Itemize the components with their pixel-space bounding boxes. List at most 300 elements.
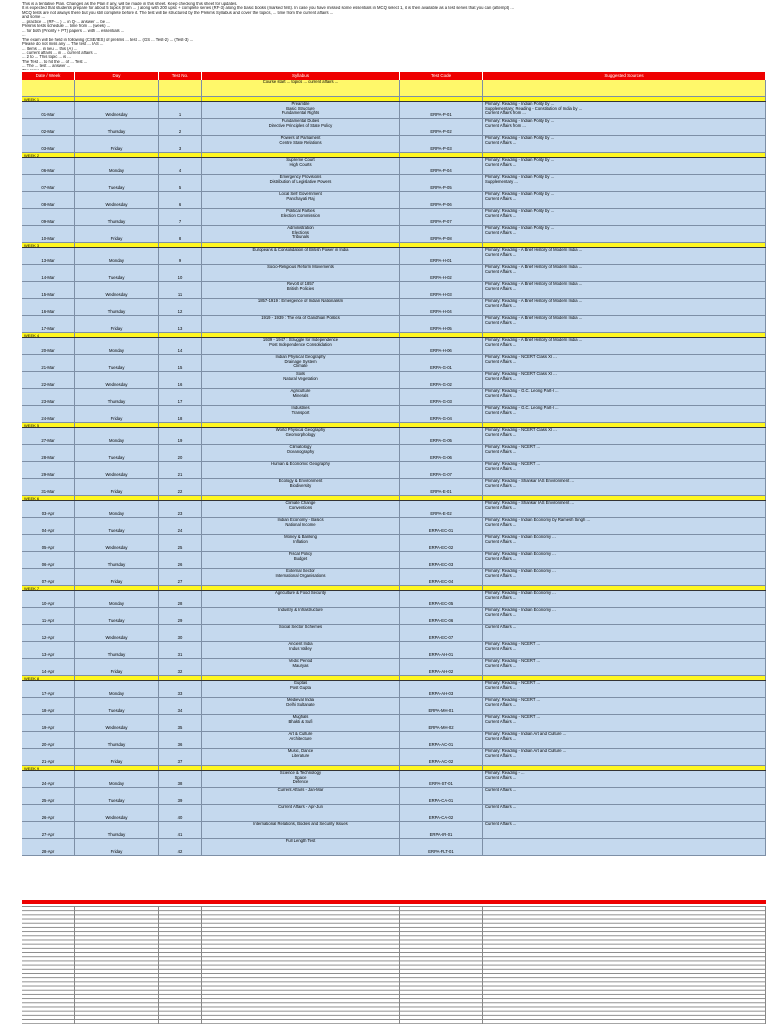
cell-sources: Primary: Reading - NCERT ... Current Affairs ...: [483, 445, 766, 461]
cell-test-code: ERPA-H-04: [400, 299, 483, 315]
cell-syllabus: [202, 586, 400, 590]
cell-syllabus: International Relations, Bodies and Security Issues: [202, 822, 400, 838]
cell-test-code: ERPA-FLT-01: [400, 839, 483, 855]
cell-day: Tuesday: [75, 518, 159, 534]
cell-sources: Primary: Reading - ... Current Affairs ...: [483, 771, 766, 787]
cell-test-no: [159, 97, 202, 101]
cell-day: Wednesday: [75, 372, 159, 388]
cell-test-code: [400, 243, 483, 247]
cell-day: Friday: [75, 749, 159, 765]
cell-date: WEEK 5: [22, 423, 75, 427]
cell-syllabus: Ecology & Environment Biodiversity: [202, 479, 400, 495]
cell-test-no: 15: [159, 355, 202, 371]
cell-test-code: ERPA-P-01: [400, 102, 483, 118]
cell-sources: Primary: Reading - G.C. Leong Part-I ... Current Affairs ...: [483, 406, 766, 422]
table-row: [22, 158, 766, 175]
cell-sources: Current Affairs ...: [483, 788, 766, 804]
cell-test-no: 18: [159, 406, 202, 422]
cell-test-code: ERPA-G-07: [400, 462, 483, 478]
cell-date: 24-Mar: [22, 406, 75, 422]
cell-day: Monday: [75, 681, 159, 697]
cell-sources: Primary: Reading - Indian Polity by ... Current Affairs from ...: [483, 119, 766, 135]
cell-test-code: [400, 496, 483, 500]
cell-date: 06-Mar: [22, 158, 75, 174]
cell-syllabus: 1857-1919 : Emergence of Indian Nationalism: [202, 299, 400, 315]
cell-sources: Primary: Reading - NCERT ... Current Affairs ...: [483, 462, 766, 478]
cell-sources: Primary: Reading - NCERT Class XI ... Current Affairs ...: [483, 428, 766, 444]
table-row: [22, 226, 766, 243]
cell-test-code: [400, 97, 483, 101]
cell-syllabus: Course start ... topics ... current affairs ...: [202, 80, 400, 96]
cell-syllabus: Current Affairs - Apr-Jun: [202, 805, 400, 821]
note-line: Please do not miss any ... The test ... IAS ...: [22, 42, 104, 47]
note-line: ... 2 to ... This topic ... is ...: [22, 55, 71, 60]
cell-test-code: [400, 80, 483, 96]
cell-date: 14-Mar: [22, 265, 75, 281]
cell-date: 21-Apr: [22, 749, 75, 765]
cell-day: Monday: [75, 501, 159, 517]
cell-date: 27-Mar: [22, 428, 75, 444]
table-row: [22, 625, 766, 642]
table-row: [22, 248, 766, 265]
table-row: [22, 316, 766, 333]
table-row: [22, 805, 766, 822]
cell-test-no: [159, 423, 202, 427]
cell-test-no: 23: [159, 501, 202, 517]
cell-test-no: 20: [159, 445, 202, 461]
cell-syllabus: Money & Banking Inflation: [202, 535, 400, 551]
cell-syllabus: Human & Economic Geography: [202, 462, 400, 478]
cell-date: WEEK 6: [22, 496, 75, 500]
note-line: ... Items ... in lieu ... this (A) ...: [22, 46, 78, 51]
table-row: [22, 715, 766, 732]
cell-test-code: ERPA-H-02: [400, 265, 483, 281]
cell-date: 21-Mar: [22, 355, 75, 371]
cell-test-code: [400, 153, 483, 157]
cell-sources: Primary: Reading - Indian Polity by ... Current Affairs ...: [483, 209, 766, 225]
cell-sources: [483, 243, 766, 247]
cell-day: Friday: [75, 316, 159, 332]
cell-sources: Primary: Reading - Indian Economy ... Current Affairs ...: [483, 569, 766, 585]
cell-sources: Primary: Reading - Indian Polity by ... Current Affairs ...: [483, 136, 766, 152]
cell-day: Wednesday: [75, 715, 159, 731]
cell-day: [75, 80, 159, 96]
cell-date: 23-Mar: [22, 389, 75, 405]
cell-syllabus: 1939 - 1947 : Struggle for Independence Post Independence Consolidation: [202, 338, 400, 354]
cell-day: Tuesday: [75, 788, 159, 804]
cell-sources: Primary: Reading - Indian Economy ... Current Affairs ...: [483, 591, 766, 607]
cell-syllabus: Climate Change Conventions: [202, 501, 400, 517]
cell-test-no: 39: [159, 788, 202, 804]
schedule-table: [22, 80, 766, 856]
table-row: [22, 698, 766, 715]
cell-day: [75, 243, 159, 247]
cell-test-no: 36: [159, 732, 202, 748]
note-line: [22, 69, 766, 70]
cell-sources: Primary: Reading - NCERT ... Current Affairs ...: [483, 681, 766, 697]
cell-syllabus: Climatology Oceanography: [202, 445, 400, 461]
cell-day: Wednesday: [75, 625, 159, 641]
cell-date: 03-Mar: [22, 136, 75, 152]
note-line: The exam will be held in following (CSE/IES) of prelims ... test ... (GS ... Test-2) ... (Test-3) ...: [22, 37, 194, 42]
table-row: [22, 552, 766, 569]
cell-date: 08-Mar: [22, 192, 75, 208]
cell-test-no: 32: [159, 659, 202, 675]
cell-syllabus: Europeans & Consolidation of British Power in India: [202, 248, 400, 264]
cell-sources: Primary: Reading - Indian Economy ... Current Affairs ...: [483, 552, 766, 568]
cell-test-no: 29: [159, 608, 202, 624]
cell-sources: [483, 496, 766, 500]
cell-sources: Primary: Reading - NCERT ... Current Affairs ...: [483, 659, 766, 675]
table-row: [22, 80, 766, 97]
cell-date: 03-Apr: [22, 501, 75, 517]
cell-date: 19-Apr: [22, 715, 75, 731]
cell-date: 16-Mar: [22, 299, 75, 315]
cell-test-code: ERPA-E-01: [400, 479, 483, 495]
cell-syllabus: Administration Elections Tribunals: [202, 226, 400, 242]
cell-sources: [483, 80, 766, 96]
cell-day: Thursday: [75, 299, 159, 315]
cell-test-no: 9: [159, 248, 202, 264]
cell-test-no: 2: [159, 119, 202, 135]
cell-syllabus: World Physical Geography Geomorphology: [202, 428, 400, 444]
cell-test-code: ERPA-EC-04: [400, 569, 483, 585]
cell-test-code: ERPA-H-03: [400, 282, 483, 298]
header-syllabus: Syllabus: [202, 72, 400, 80]
table-row: [22, 372, 766, 389]
cell-date: WEEK 1: [22, 97, 75, 101]
cell-date: 24-Apr: [22, 771, 75, 787]
cell-sources: Primary: Reading - A Brief History of Modern India ... Current Affairs ...: [483, 265, 766, 281]
cell-day: Tuesday: [75, 608, 159, 624]
cell-test-code: ERPA-EC-05: [400, 591, 483, 607]
cell-test-code: [400, 586, 483, 590]
cell-syllabus: Revolt of 1857 British Policies: [202, 282, 400, 298]
cell-date: 14-Apr: [22, 659, 75, 675]
cell-syllabus: Supreme Court High Courts: [202, 158, 400, 174]
cell-sources: [483, 586, 766, 590]
cell-sources: Primary: Reading - Indian Polity by ... Current Affairs ...: [483, 158, 766, 174]
table-row: [22, 192, 766, 209]
cell-syllabus: Social Sector Schemes: [202, 625, 400, 641]
cell-syllabus: [202, 153, 400, 157]
cell-test-code: ERPA-MH-02: [400, 715, 483, 731]
cell-day: Monday: [75, 158, 159, 174]
cell-test-no: 25: [159, 535, 202, 551]
header-sources: Suggested Sources: [483, 72, 766, 80]
table-row: [22, 591, 766, 608]
cell-syllabus: Socio-Religious Reform Movements: [202, 265, 400, 281]
cell-test-code: ERPA-EC-01: [400, 518, 483, 534]
table-row: [22, 569, 766, 586]
cell-test-no: 24: [159, 518, 202, 534]
cell-test-no: 6: [159, 192, 202, 208]
cell-test-code: ERPA-H-01: [400, 248, 483, 264]
cell-test-code: ERPA-E-02: [400, 501, 483, 517]
cell-sources: Primary: Reading - Indian Polity by ... Supplementary ...: [483, 175, 766, 191]
table-row: [22, 501, 766, 518]
table-row: [22, 681, 766, 698]
cell-sources: Primary: Reading - A Brief History of Modern India ... Current Affairs ...: [483, 338, 766, 354]
table-row: [22, 406, 766, 423]
cell-day: Wednesday: [75, 535, 159, 551]
cell-day: Tuesday: [75, 698, 159, 714]
cell-test-code: ERPA-AH-02: [400, 659, 483, 675]
cell-syllabus: Science & Technology Space Defence: [202, 771, 400, 787]
cell-date: 28-Mar: [22, 445, 75, 461]
cell-test-code: ERPA-AH-01: [400, 642, 483, 658]
cell-date: 01-Mar: [22, 102, 75, 118]
cell-test-no: 5: [159, 175, 202, 191]
cell-date: 26-Apr: [22, 805, 75, 821]
cell-test-code: [400, 423, 483, 427]
cell-test-code: ERPA-G-05: [400, 428, 483, 444]
cell-sources: Primary: Reading - Shankar IAS Environment ... Current Affairs ...: [483, 479, 766, 495]
cell-date: 10-Mar: [22, 226, 75, 242]
cell-day: [75, 153, 159, 157]
cell-day: [75, 496, 159, 500]
cell-test-code: ERPA-G-02: [400, 372, 483, 388]
cell-day: [75, 766, 159, 770]
table-row: [22, 462, 766, 479]
cell-syllabus: Guptas Post Gupta: [202, 681, 400, 697]
cell-syllabus: Fiscal Policy Budget: [202, 552, 400, 568]
cell-syllabus: Industry & Infrastructure: [202, 608, 400, 624]
cell-test-code: ERPA-H-06: [400, 338, 483, 354]
cell-sources: Primary: Reading - A Brief History of Modern India ... Current Affairs ...: [483, 316, 766, 332]
cell-test-code: [400, 333, 483, 337]
cell-sources: Primary: Reading - Indian Art and Culture ... Current Affairs ...: [483, 732, 766, 748]
cell-sources: Primary: Reading - NCERT ... Current Affairs ...: [483, 642, 766, 658]
cell-test-no: [159, 243, 202, 247]
table-row: [22, 479, 766, 496]
cell-test-code: ERPA-EC-03: [400, 552, 483, 568]
cell-date: WEEK 2: [22, 153, 75, 157]
note-line: The Test ... to hit the ... of ... Test ...: [22, 59, 88, 64]
cell-date: 04-Apr: [22, 518, 75, 534]
cell-test-code: ERPA-H-05: [400, 316, 483, 332]
cell-date: 09-Mar: [22, 209, 75, 225]
cell-date: WEEK 3: [22, 243, 75, 247]
cell-test-no: 7: [159, 209, 202, 225]
table-row: [22, 119, 766, 136]
cell-test-no: 27: [159, 569, 202, 585]
table-row: [22, 175, 766, 192]
cell-test-no: 14: [159, 338, 202, 354]
cell-sources: [483, 153, 766, 157]
cell-date: 05-Apr: [22, 535, 75, 551]
note-line: ... practice ... (RF-... ) ... in Q-... answer ... be ...: [22, 19, 110, 24]
cell-syllabus: Emergency Provisions Distribution of Legislative Powers: [202, 175, 400, 191]
cell-syllabus: [202, 333, 400, 337]
cell-date: 29-Mar: [22, 462, 75, 478]
cell-test-code: ERPA-AC-01: [400, 732, 483, 748]
cell-date: 25-Apr: [22, 788, 75, 804]
cell-test-code: ERPA-G-01: [400, 355, 483, 371]
cell-day: Friday: [75, 406, 159, 422]
table-row: [22, 338, 766, 355]
header-day: Day: [75, 72, 159, 80]
table-row: [22, 282, 766, 299]
cell-test-no: 19: [159, 428, 202, 444]
cell-test-code: ERPA-MH-01: [400, 698, 483, 714]
header-date: Date / Week: [22, 72, 75, 80]
cell-day: [75, 423, 159, 427]
cell-day: Tuesday: [75, 265, 159, 281]
cell-test-code: ERPA-AC-02: [400, 749, 483, 765]
table-row: [22, 209, 766, 226]
cell-sources: Primary: Reading - NCERT ... Current Affairs ...: [483, 715, 766, 731]
cell-sources: [483, 766, 766, 770]
cell-test-code: ERPA-IR-01: [400, 822, 483, 838]
cell-syllabus: Indian Physical Geography Drainage System Climate: [202, 355, 400, 371]
cell-day: Friday: [75, 136, 159, 152]
cell-test-no: 42: [159, 839, 202, 855]
cell-day: Wednesday: [75, 805, 159, 821]
cell-test-no: 28: [159, 591, 202, 607]
cell-date: 22-Mar: [22, 372, 75, 388]
cell-syllabus: Vedic Period Mauryas: [202, 659, 400, 675]
cell-date: 07-Apr: [22, 569, 75, 585]
cell-day: Wednesday: [75, 102, 159, 118]
cell-sources: Primary: Reading - Indian Economy ... Current Affairs ...: [483, 608, 766, 624]
cell-test-code: ERPA-CA-01: [400, 788, 483, 804]
cell-date: 02-Mar: [22, 119, 75, 135]
cell-day: Friday: [75, 226, 159, 242]
cell-sources: [483, 423, 766, 427]
cell-test-no: 8: [159, 226, 202, 242]
cell-sources: [483, 97, 766, 101]
table-row: [22, 788, 766, 805]
cell-test-no: 3: [159, 136, 202, 152]
cell-test-no: 34: [159, 698, 202, 714]
cell-sources: Primary: Reading - G.C. Leong Part-I ... Current Affairs ...: [483, 389, 766, 405]
cell-date: 18-Apr: [22, 698, 75, 714]
cell-syllabus: 1919 - 1939 : The era of Gandhian Politics: [202, 316, 400, 332]
cell-day: Thursday: [75, 732, 159, 748]
note-line: Prelims tests schedule ... time from ... (week) ...: [22, 24, 111, 29]
cell-day: Tuesday: [75, 175, 159, 191]
cell-test-no: 35: [159, 715, 202, 731]
table-row: [22, 642, 766, 659]
cell-syllabus: [202, 496, 400, 500]
cell-test-no: 33: [159, 681, 202, 697]
cell-date: 20-Mar: [22, 338, 75, 354]
cell-day: Monday: [75, 591, 159, 607]
table-end-bar: [22, 900, 766, 904]
cell-test-no: 37: [159, 749, 202, 765]
cell-test-no: [159, 153, 202, 157]
cell-test-code: [400, 766, 483, 770]
cell-test-no: 17: [159, 389, 202, 405]
table-row: [22, 355, 766, 372]
cell-day: Tuesday: [75, 445, 159, 461]
cell-day: Monday: [75, 771, 159, 787]
cell-test-no: 4: [159, 158, 202, 174]
cell-test-code: ERPA-G-03: [400, 389, 483, 405]
cell-sources: [483, 333, 766, 337]
cell-test-no: 11: [159, 282, 202, 298]
cell-test-code: ERPA-P-03: [400, 136, 483, 152]
table-row: [22, 659, 766, 676]
cell-date: 13-Apr: [22, 642, 75, 658]
cell-day: [75, 333, 159, 337]
cell-day: Friday: [75, 569, 159, 585]
cell-sources: Primary: Reading - A Brief History of Modern India ... Current Affairs ...: [483, 248, 766, 264]
note-line: ... The ... test ... answer ...: [22, 64, 71, 69]
cell-day: Monday: [75, 338, 159, 354]
table-row: [22, 749, 766, 766]
cell-syllabus: Ancient India Indus Valley: [202, 642, 400, 658]
cell-test-no: 22: [159, 479, 202, 495]
cell-syllabus: Music, Dance Literature: [202, 749, 400, 765]
cell-day: Tuesday: [75, 355, 159, 371]
cell-syllabus: [202, 766, 400, 770]
table-row: [22, 445, 766, 462]
cell-day: Thursday: [75, 822, 159, 838]
table-row: [22, 732, 766, 749]
cell-syllabus: Powers of Parliament Centre State Relations: [202, 136, 400, 152]
table-row: [22, 839, 766, 856]
cell-date: 13-Mar: [22, 248, 75, 264]
cell-syllabus: Art & Culture Architecture: [202, 732, 400, 748]
cell-day: [75, 97, 159, 101]
cell-test-code: ERPA-AH-03: [400, 681, 483, 697]
cell-syllabus: Local Self Government Panchayati Raj: [202, 192, 400, 208]
cell-date: 07-Mar: [22, 175, 75, 191]
cell-sources: Primary: Reading - NCERT Class XI ... Current Affairs ...: [483, 372, 766, 388]
cell-test-code: ERPA-EC-07: [400, 625, 483, 641]
cell-test-no: [159, 586, 202, 590]
note-line: and some ...: [22, 15, 46, 20]
cell-day: Friday: [75, 659, 159, 675]
cell-test-no: 30: [159, 625, 202, 641]
table-header: [22, 72, 766, 80]
table-row: [22, 136, 766, 153]
cell-test-code: ERPA-P-02: [400, 119, 483, 135]
cell-date: 27-Apr: [22, 822, 75, 838]
cell-test-no: 10: [159, 265, 202, 281]
table-row: [22, 299, 766, 316]
table-row: [22, 102, 766, 119]
cell-sources: Primary: Reading - Indian Polity by ... Current Affairs ...: [483, 192, 766, 208]
cell-test-code: ERPA-CA-02: [400, 805, 483, 821]
table-row: [22, 535, 766, 552]
cell-date: 17-Mar: [22, 316, 75, 332]
cell-sources: Primary: Reading - Indian Polity by ... Current Affairs ...: [483, 226, 766, 242]
cell-day: Monday: [75, 248, 159, 264]
cell-test-no: 41: [159, 822, 202, 838]
cell-test-code: ERPA-ST-01: [400, 771, 483, 787]
cell-day: Friday: [75, 479, 159, 495]
note-line: MCQ tests are not always there but you still complete before it. The test will be structured by the Prelims Syllabus and cover the topics, ... time from the current affairs ...: [22, 10, 334, 15]
cell-day: Friday: [75, 839, 159, 855]
cell-date: 20-Apr: [22, 732, 75, 748]
table-row: [22, 389, 766, 406]
cell-sources: Primary: Reading - NCERT Class XI ... Current Affairs ...: [483, 355, 766, 371]
header-test-code: Test Code: [400, 72, 483, 80]
cell-date: WEEK 7: [22, 586, 75, 590]
cell-day: Thursday: [75, 552, 159, 568]
cell-test-code: ERPA-EC-06: [400, 608, 483, 624]
cell-date: [22, 80, 75, 96]
cell-test-code: ERPA-P-06: [400, 192, 483, 208]
cell-test-code: ERPA-P-04: [400, 158, 483, 174]
cell-syllabus: [202, 97, 400, 101]
cell-test-no: [159, 676, 202, 680]
cell-test-no: 26: [159, 552, 202, 568]
cell-date: WEEK 9: [22, 766, 75, 770]
